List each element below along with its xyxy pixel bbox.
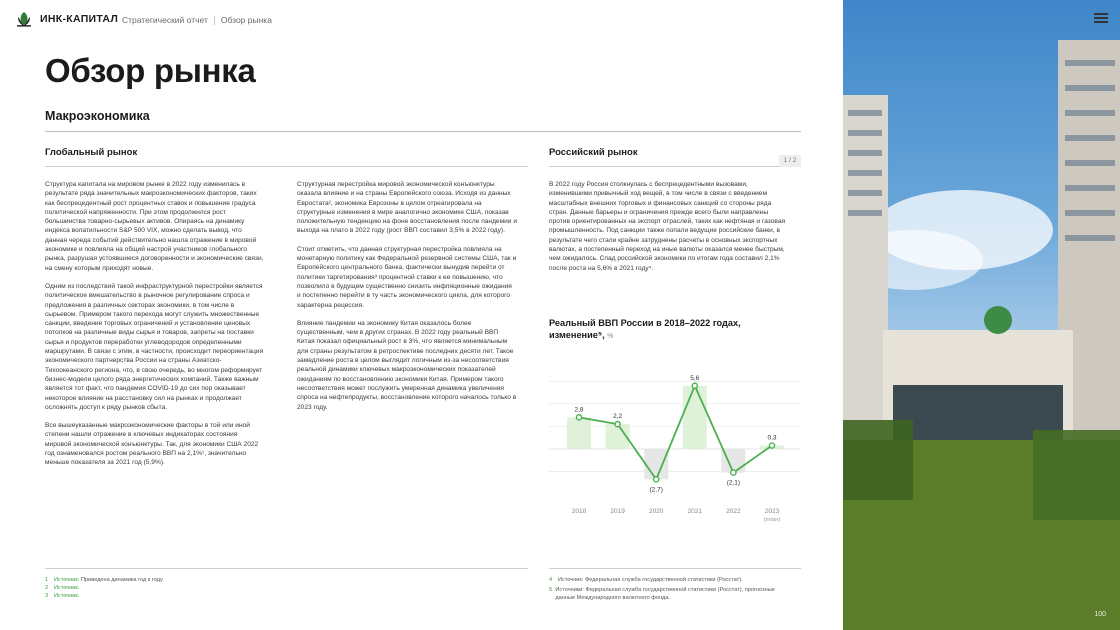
data-label: 0,3	[767, 434, 777, 442]
page-number: 100	[1094, 611, 1106, 618]
value-bar	[567, 417, 591, 449]
data-label: 2,8	[574, 406, 584, 414]
global-market-column-2	[297, 180, 517, 421]
breadcrumb-item-report[interactable]: Стратегический отчет	[122, 15, 208, 25]
paragraph: Структура капитала на мировом рынке в 2022 году изменилась в результате ряда значительных макроэкономических факторов, таких как беспрецедентный рост процентных ставок и повышение градуса политической напряженности. При этом продолжился рост большинства товарно-сырьевых активов. Опираясь на динамику индекса волатильности S&P 500 VIX, можно сделать вывод, что данная череда событий действительно нашла отражение в мировой экономике и повлияла на общий настрой участников глобального рынка, разрушая устоявшиеся договоренности и экономические связи, на смену которым приходят новые.	[45, 181, 264, 272]
data-point	[654, 477, 659, 482]
footnote: 3 Источник.	[45, 593, 80, 599]
footnote: 2 Источник.	[45, 585, 80, 591]
section-title: Макроэкономика	[45, 109, 150, 123]
gdp-line-chart	[549, 356, 801, 528]
x-tick-label: 2019	[610, 508, 625, 515]
pager-indicator[interactable]: 1 / 2	[779, 155, 801, 167]
footnote: 5 Источники: Федеральная служба государственной статистики (Росстат), прогнозные данные Международного валютного фонда.	[549, 587, 775, 601]
global-market-column-1	[45, 180, 264, 477]
breadcrumb	[122, 15, 272, 25]
chart-title-text: Реальный ВВП России в 2018–2022 годах, изменение⁵,	[549, 318, 741, 340]
x-tick-label: 2020	[648, 508, 664, 515]
page-title: Обзор рынка	[45, 52, 256, 89]
paragraph: Структурная перестройка мировой экономической конъюнктуры оказала влияние и на страны Европейского союза. Исходя из данных Евростата², экономика Еврозоны в целом отреагировала на структурные изменения в мире аналогично экономике США, показав положительную тенденцию на фоне восстановления после пандемии и выхода на плато в 2022 году (рост ВВП составил 3,5% в 2022 году).	[297, 181, 518, 235]
footnotes-left	[45, 576, 515, 600]
breadcrumb-item-market[interactable]: Обзор рынка	[220, 15, 272, 25]
x-tick-label: 2023	[764, 508, 780, 515]
breadcrumb-separator	[214, 16, 215, 25]
footnotes-right	[549, 576, 794, 602]
logo[interactable]	[14, 9, 118, 29]
paragraph: В 2022 году Россия столкнулась с беспрецедентными вызовами, изменившими привычный ход вещей, в том числе в связи с введением масштабных внешних торговых и финансовых санкций со стороны ряда стран. Данные барьеры и ограничения прежде всего были направлены против ориентированных на экспорт отраслей, таких как нефтяная и газовая промышленность. Под санкции также попали ведущие российские банки, в результате чего стали крайне затруднены расчеты в основных экспортных валютах, а постепенный переход на иные валюты оказался менее быстрым, чем ожидалось. Спад российской экономики по итогам года составил 2,1% после роста на 5,6% в 2021 году⁴.	[549, 181, 786, 272]
x-tick-label: 2018	[571, 508, 587, 515]
paragraph: Одним из последствий такой инфраструктурной перестройки является политическое вмешательство в рыночное регулирование спроса и предложения в различных секторах экономики, в том числе в сырьевом. Примером такого перехода могут служить множественные санкции, введение торговых ограничений и установление ценовых потолков на различные виды сырья и товаров, запреты на поставки сырья и продуктов переработки углеводородов определенными маршрутами. В связи с этим, в частности, происходит переориентация экономического партнерства России на страны Азиатско-Тихоокеанского региона, что, в свою очередь, во многом реформирует бизнес-модели целого ряда энергетических компаний. Также важным является тот факт, что пандемия COVID-19 до сих пор оказывает некоторое влияние на расстановку сил на рынках и продолжает осложнять доступ к ряду рынков сбыта.	[45, 282, 264, 411]
russian-market-divider	[549, 166, 801, 167]
footnote: 4 Источник: Федеральная служба государственной статистики (Росстат).	[549, 577, 743, 583]
building-illustration	[843, 0, 1120, 630]
data-point	[692, 383, 697, 388]
global-market-heading: Глобальный рынок	[45, 147, 138, 158]
logo-mark-icon	[14, 9, 34, 29]
data-point	[731, 470, 736, 475]
value-bar	[644, 449, 668, 479]
data-label: 2,2	[613, 413, 623, 421]
data-point	[769, 443, 774, 448]
paragraph: Влияние пандемии на экономику Китая оказалось более существенным, чем в других странах. В 2022 году реальный ВВП Китая показал официальный рост в 3%, что является минимальным для страны результатом в ретроспективе последних десяти лет. Такое замедление роста в целом выглядит логичным из-за несоответствия реальной динамики ключевых макроэкономических показателей ожиданиям по восстановлению экономики Китая. Примером такого несоответствия может послужить умеренная динамика увеличения спроса на нефтепродукты, восстановление которого началось только в 2023 году.	[297, 319, 517, 411]
hamburger-menu-icon[interactable]	[1094, 13, 1108, 23]
chart-title	[549, 318, 779, 342]
footnote: 1 Источник: Приведена динамика год к году.	[45, 577, 164, 583]
footnote-divider-right	[549, 568, 801, 569]
data-point	[615, 422, 620, 427]
data-point	[576, 415, 581, 420]
data-label: (2,1)	[726, 479, 741, 487]
footnote-divider-left	[45, 568, 528, 569]
x-tick-label: 2021	[687, 508, 703, 515]
value-bar	[683, 386, 707, 449]
x-tick-label: 2022	[726, 508, 741, 515]
paragraph: Все вышеуказанные макроэкономические факторы в той или иной степени нашли отражение в ключевых индикаторах состояния мировой экономической конъюнктуры. Так, для экономики США 2022 год ознаменовался ростом реального ВВП на 2,1%¹, значительно меньше показателя за 2021 год (5,9%).	[45, 422, 259, 467]
building-photo	[843, 0, 1120, 630]
data-label: 5,6	[690, 374, 700, 382]
logo-text: ИНК-КАПИТАЛ	[40, 13, 119, 25]
chart-unit: %	[607, 332, 614, 340]
russian-market-heading: Российский рынок	[549, 147, 638, 158]
russian-market-text	[549, 180, 789, 282]
data-label: (2,7)	[649, 486, 663, 494]
section-divider	[45, 131, 801, 132]
global-market-divider	[45, 166, 528, 167]
paragraph: Стоит отметить, что данная структурная перестройка повлияла на монетарную политику как Федеральной резервной системы США, так и Европейского центрального банка, фактически вынудив перейти от политики таргетирования³ процентной ставки к ее повышению, что позволило в будущем существенно снизить инфляционные ожидания и постепенно перейти в ту часть экономического цикла, для которого характерна рецессия.	[297, 245, 517, 309]
x-tick-sublabel: (план)	[763, 517, 781, 523]
